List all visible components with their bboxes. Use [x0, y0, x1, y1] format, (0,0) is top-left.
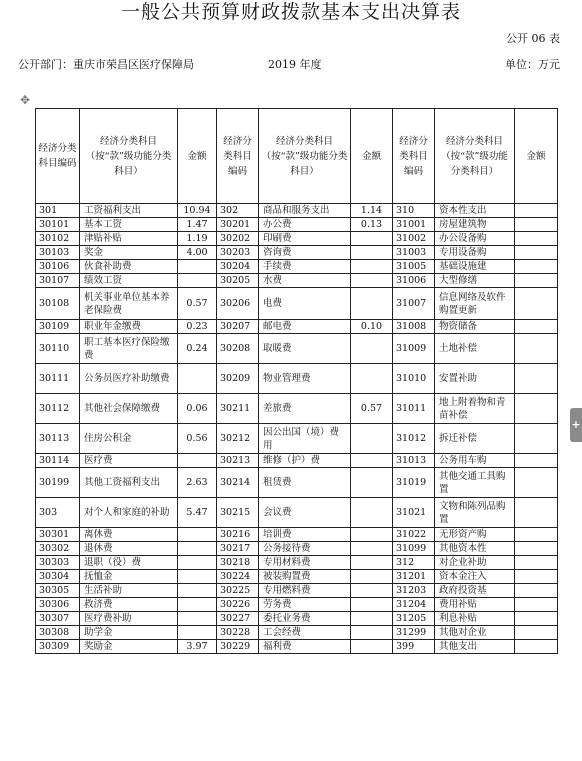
cell-name-1: 医疗费 [80, 454, 178, 468]
cell-name-3: 公务用车购 [435, 454, 515, 468]
cell-amount-2 [351, 584, 393, 598]
cell-name-2: 办公费 [259, 218, 351, 232]
cell-amount-2 [351, 246, 393, 260]
cell-name-1: 机关事业单位基本养老保险费 [80, 288, 178, 320]
cell-code-1: 30113 [36, 424, 80, 454]
cell-amount-2 [351, 454, 393, 468]
cell-code-3: 399 [393, 640, 435, 654]
cell-amount-1 [178, 612, 217, 626]
cell-name-3: 资本金注入 [435, 570, 515, 584]
cell-code-2: 30211 [217, 394, 259, 424]
cell-amount-1: 2.63 [178, 468, 217, 498]
cell-code-2: 30208 [217, 334, 259, 364]
cell-name-2: 专用材料费 [259, 556, 351, 570]
cell-code-2: 30225 [217, 584, 259, 598]
cell-name-2: 邮电费 [259, 320, 351, 334]
cell-name-2: 培训费 [259, 528, 351, 542]
cell-code-3: 31006 [393, 274, 435, 288]
cell-amount-2 [351, 498, 393, 528]
cell-amount-1: 4.00 [178, 246, 217, 260]
move-handle-icon[interactable]: ✥ [20, 93, 31, 107]
cell-name-1: 其他工资福利支出 [80, 468, 178, 498]
cell-name-3: 房屋建筑物 [435, 218, 515, 232]
cell-code-3: 31022 [393, 528, 435, 542]
table-row [36, 626, 558, 640]
cell-code-1: 30307 [36, 612, 80, 626]
cell-code-3: 31299 [393, 626, 435, 640]
cell-amount-3 [515, 320, 558, 334]
cell-name-3: 办公设备购 [435, 232, 515, 246]
cell-code-1: 30106 [36, 260, 80, 274]
cell-code-2: 30217 [217, 542, 259, 556]
cell-amount-3 [515, 640, 558, 654]
cell-name-1: 退休费 [80, 542, 178, 556]
cell-code-2: 30205 [217, 274, 259, 288]
header-code-1: 经济分类科目编码 [36, 109, 80, 204]
cell-code-3: 31010 [393, 364, 435, 394]
cell-amount-1: 0.24 [178, 334, 217, 364]
cell-amount-1 [178, 260, 217, 274]
cell-amount-3 [515, 394, 558, 424]
cell-code-1: 30306 [36, 598, 80, 612]
cell-name-3: 安置补助 [435, 364, 515, 394]
cell-code-2: 30215 [217, 498, 259, 528]
table-row [36, 454, 558, 468]
cell-code-2: 30203 [217, 246, 259, 260]
cell-amount-2 [351, 364, 393, 394]
cell-code-1: 30199 [36, 468, 80, 498]
table-row [36, 556, 558, 570]
cell-name-1: 绩效工资 [80, 274, 178, 288]
cell-amount-1: 1.47 [178, 218, 217, 232]
cell-code-1: 30102 [36, 232, 80, 246]
cell-code-3: 31003 [393, 246, 435, 260]
cell-code-1: 30303 [36, 556, 80, 570]
cell-name-3: 无形资产购 [435, 528, 515, 542]
cell-amount-1: 10.94 [178, 204, 217, 218]
cell-name-2: 印刷费 [259, 232, 351, 246]
report-meta [0, 56, 582, 72]
cell-code-3: 31001 [393, 218, 435, 232]
cell-name-3: 大型修缮 [435, 274, 515, 288]
cell-amount-3 [515, 204, 558, 218]
header-name-2: 经济分类科目（按“款”级功能分类科目） [259, 109, 351, 204]
cell-name-1: 津贴补贴 [80, 232, 178, 246]
cell-amount-2 [351, 260, 393, 274]
cell-name-1: 公务员医疗补助缴费 [80, 364, 178, 394]
cell-amount-1 [178, 584, 217, 598]
cell-name-3: 其他资本性 [435, 542, 515, 556]
cell-amount-2 [351, 468, 393, 498]
cell-code-3: 31009 [393, 334, 435, 364]
cell-name-1: 其他社会保障缴费 [80, 394, 178, 424]
cell-amount-3 [515, 334, 558, 364]
cell-amount-1: 5.47 [178, 498, 217, 528]
cell-amount-3 [515, 424, 558, 454]
cell-code-2: 30214 [217, 468, 259, 498]
cell-amount-1: 0.56 [178, 424, 217, 454]
report-title: 一般公共预算财政拨款基本支出决算表 [120, 1, 461, 23]
cell-code-1: 30114 [36, 454, 80, 468]
cell-name-1: 住房公积金 [80, 424, 178, 454]
cell-amount-2: 0.13 [351, 218, 393, 232]
cell-name-1: 奖金 [80, 246, 178, 260]
cell-code-1: 30103 [36, 246, 80, 260]
cell-name-3: 拆迁补偿 [435, 424, 515, 454]
cell-name-2: 咨询费 [259, 246, 351, 260]
form-number: 公开 06 表 [506, 32, 560, 45]
cell-name-2: 手续费 [259, 260, 351, 274]
table-row [36, 394, 558, 424]
cell-name-1: 职业年金缴费 [80, 320, 178, 334]
unit-label: 单位：万元 [505, 58, 560, 71]
table-row [36, 584, 558, 598]
cell-code-3: 31012 [393, 424, 435, 454]
table-row [36, 274, 558, 288]
table-row [36, 204, 558, 218]
cell-code-3: 31099 [393, 542, 435, 556]
cell-name-1: 奖励金 [80, 640, 178, 654]
cell-name-3: 信息网络及软件购置更新 [435, 288, 515, 320]
cell-name-1: 抚恤金 [80, 570, 178, 584]
cell-amount-3 [515, 498, 558, 528]
cell-code-3: 31007 [393, 288, 435, 320]
cell-code-2: 30209 [217, 364, 259, 394]
cell-code-3: 31021 [393, 498, 435, 528]
cell-amount-2 [351, 288, 393, 320]
cell-name-2: 劳务费 [259, 598, 351, 612]
header-amount-1: 金额 [178, 109, 217, 204]
cell-code-2: 30224 [217, 570, 259, 584]
cell-name-3: 资本性支出 [435, 204, 515, 218]
cell-amount-2 [351, 640, 393, 654]
cell-amount-2 [351, 612, 393, 626]
cell-name-3: 利息补贴 [435, 612, 515, 626]
cell-amount-2: 1.14 [351, 204, 393, 218]
cell-name-1: 医疗费补助 [80, 612, 178, 626]
cell-code-1: 30305 [36, 584, 80, 598]
header-amount-2: 金额 [351, 109, 393, 204]
header-amount-3: 金额 [515, 109, 558, 204]
cell-amount-3 [515, 246, 558, 260]
cell-name-3: 基础设施建 [435, 260, 515, 274]
cell-name-1: 基本工资 [80, 218, 178, 232]
cell-code-2: 30201 [217, 218, 259, 232]
cell-amount-1: 0.06 [178, 394, 217, 424]
table-row [36, 498, 558, 528]
cell-name-2: 委托业务费 [259, 612, 351, 626]
table-row [36, 640, 558, 654]
cell-code-2: 30216 [217, 528, 259, 542]
cell-amount-3 [515, 584, 558, 598]
cell-code-1: 30304 [36, 570, 80, 584]
cell-code-3: 31005 [393, 260, 435, 274]
cell-amount-2 [351, 598, 393, 612]
cell-name-2: 取暖费 [259, 334, 351, 364]
cell-name-2: 福利费 [259, 640, 351, 654]
cell-code-2: 30207 [217, 320, 259, 334]
table-row [36, 570, 558, 584]
cell-amount-1 [178, 556, 217, 570]
cell-code-1: 303 [36, 498, 80, 528]
cell-amount-3 [515, 468, 558, 498]
cell-amount-1 [178, 274, 217, 288]
cell-code-2: 30227 [217, 612, 259, 626]
table-row [36, 424, 558, 454]
cell-name-1: 离休费 [80, 528, 178, 542]
cell-amount-2 [351, 556, 393, 570]
table-row [36, 320, 558, 334]
table-row [36, 232, 558, 246]
table-row [36, 218, 558, 232]
cell-amount-2 [351, 626, 393, 640]
header-code-2: 经济分类科目编码 [217, 109, 259, 204]
cell-name-3: 文物和陈列品购置 [435, 498, 515, 528]
cell-name-2: 差旅费 [259, 394, 351, 424]
cell-amount-3 [515, 612, 558, 626]
header-code-3: 经济分类科目编码 [393, 109, 435, 204]
cell-amount-3 [515, 218, 558, 232]
cell-amount-2 [351, 334, 393, 364]
cell-amount-1: 1.19 [178, 232, 217, 246]
cell-code-3: 31011 [393, 394, 435, 424]
table-row [36, 288, 558, 320]
cell-name-2: 会议费 [259, 498, 351, 528]
cell-amount-3 [515, 454, 558, 468]
cell-amount-3 [515, 556, 558, 570]
table-row [36, 528, 558, 542]
cell-name-2: 专用燃料费 [259, 584, 351, 598]
fiscal-year: 2019 年度 [268, 58, 322, 71]
cell-amount-1 [178, 542, 217, 556]
cell-name-2: 因公出国（境）费用 [259, 424, 351, 454]
cell-amount-1 [178, 626, 217, 640]
cell-code-3: 31204 [393, 598, 435, 612]
cell-code-1: 30108 [36, 288, 80, 320]
cell-amount-3 [515, 274, 558, 288]
cell-name-2: 电费 [259, 288, 351, 320]
cell-code-2: 30213 [217, 454, 259, 468]
cell-code-3: 31002 [393, 232, 435, 246]
cell-amount-3 [515, 364, 558, 394]
cell-name-3: 地上附着物和青苗补偿 [435, 394, 515, 424]
cell-code-1: 30308 [36, 626, 80, 640]
cell-amount-1 [178, 598, 217, 612]
cell-code-3: 312 [393, 556, 435, 570]
cell-name-2: 被装购置费 [259, 570, 351, 584]
cell-name-3: 对企业补助 [435, 556, 515, 570]
cell-code-3: 31019 [393, 468, 435, 498]
cell-amount-3 [515, 570, 558, 584]
cell-code-2: 30202 [217, 232, 259, 246]
table-row [36, 246, 558, 260]
table-body [36, 204, 558, 654]
cell-code-1: 30302 [36, 542, 80, 556]
cell-name-3: 专用设备购 [435, 246, 515, 260]
cell-amount-2: 0.57 [351, 394, 393, 424]
table-row [36, 364, 558, 394]
cell-code-3: 31008 [393, 320, 435, 334]
cell-code-2: 30206 [217, 288, 259, 320]
table-header [36, 109, 558, 204]
cell-code-3: 31201 [393, 570, 435, 584]
cell-code-1: 30309 [36, 640, 80, 654]
cell-name-2: 水费 [259, 274, 351, 288]
cell-name-1: 工资福利支出 [80, 204, 178, 218]
cell-amount-1: 0.57 [178, 288, 217, 320]
cell-code-1: 30111 [36, 364, 80, 394]
table-row [36, 334, 558, 364]
cell-code-2: 30228 [217, 626, 259, 640]
cell-amount-3 [515, 528, 558, 542]
cell-name-3: 其他交通工具购置 [435, 468, 515, 498]
cell-code-2: 30212 [217, 424, 259, 454]
cell-amount-2 [351, 232, 393, 246]
cell-code-3: 31205 [393, 612, 435, 626]
cell-code-3: 31013 [393, 454, 435, 468]
cell-amount-2 [351, 424, 393, 454]
cell-code-1: 30107 [36, 274, 80, 288]
cell-amount-3 [515, 232, 558, 246]
cell-name-3: 物资储备 [435, 320, 515, 334]
table-row [36, 468, 558, 498]
cell-amount-2 [351, 570, 393, 584]
cell-name-3: 费用补贴 [435, 598, 515, 612]
cell-name-1: 退职（役）费 [80, 556, 178, 570]
cell-amount-1: 0.23 [178, 320, 217, 334]
expand-tab-icon[interactable]: + [570, 408, 582, 442]
cell-amount-1 [178, 364, 217, 394]
cell-name-2: 公务接待费 [259, 542, 351, 556]
cell-name-2: 维修（护）费 [259, 454, 351, 468]
cell-code-2: 30229 [217, 640, 259, 654]
cell-code-1: 30109 [36, 320, 80, 334]
cell-code-1: 30101 [36, 218, 80, 232]
table-row [36, 598, 558, 612]
cell-name-1: 职工基本医疗保险缴费 [80, 334, 178, 364]
cell-name-3: 土地补偿 [435, 334, 515, 364]
cell-code-3: 310 [393, 204, 435, 218]
table-row [36, 612, 558, 626]
cell-code-1: 30110 [36, 334, 80, 364]
cell-code-1: 301 [36, 204, 80, 218]
cell-amount-3 [515, 288, 558, 320]
cell-name-1: 助学金 [80, 626, 178, 640]
cell-name-1: 救济费 [80, 598, 178, 612]
cell-amount-1 [178, 454, 217, 468]
department-label: 公开部门：重庆市荣昌区医疗保障局 [18, 58, 194, 71]
cell-name-1: 生活补助 [80, 584, 178, 598]
cell-code-2: 30204 [217, 260, 259, 274]
expenditure-table [35, 108, 558, 654]
cell-code-2: 302 [217, 204, 259, 218]
cell-amount-3 [515, 626, 558, 640]
cell-name-3: 其他支出 [435, 640, 515, 654]
cell-code-1: 30112 [36, 394, 80, 424]
cell-amount-2 [351, 542, 393, 556]
cell-name-2: 物业管理费 [259, 364, 351, 394]
header-name-3: 经济分类科目（按“款”级功能分类科目） [435, 109, 515, 204]
cell-code-2: 30218 [217, 556, 259, 570]
cell-name-1: 对个人和家庭的补助 [80, 498, 178, 528]
cell-name-1: 伙食补助费 [80, 260, 178, 274]
header-name-1: 经济分类科目（按“款”级功能分类科目） [80, 109, 178, 204]
table-row [36, 542, 558, 556]
cell-code-3: 31203 [393, 584, 435, 598]
cell-amount-1 [178, 528, 217, 542]
cell-name-3: 其他对企业 [435, 626, 515, 640]
cell-code-2: 30226 [217, 598, 259, 612]
cell-code-1: 30301 [36, 528, 80, 542]
cell-amount-3 [515, 542, 558, 556]
cell-name-2: 租赁费 [259, 468, 351, 498]
cell-amount-3 [515, 260, 558, 274]
cell-amount-1: 3.97 [178, 640, 217, 654]
cell-name-2: 工会经费 [259, 626, 351, 640]
cell-amount-3 [515, 598, 558, 612]
cell-name-3: 政府投资基 [435, 584, 515, 598]
cell-name-2: 商品和服务支出 [259, 204, 351, 218]
table-row [36, 260, 558, 274]
cell-amount-2 [351, 274, 393, 288]
cell-amount-2: 0.10 [351, 320, 393, 334]
cell-amount-1 [178, 570, 217, 584]
cell-amount-2 [351, 528, 393, 542]
